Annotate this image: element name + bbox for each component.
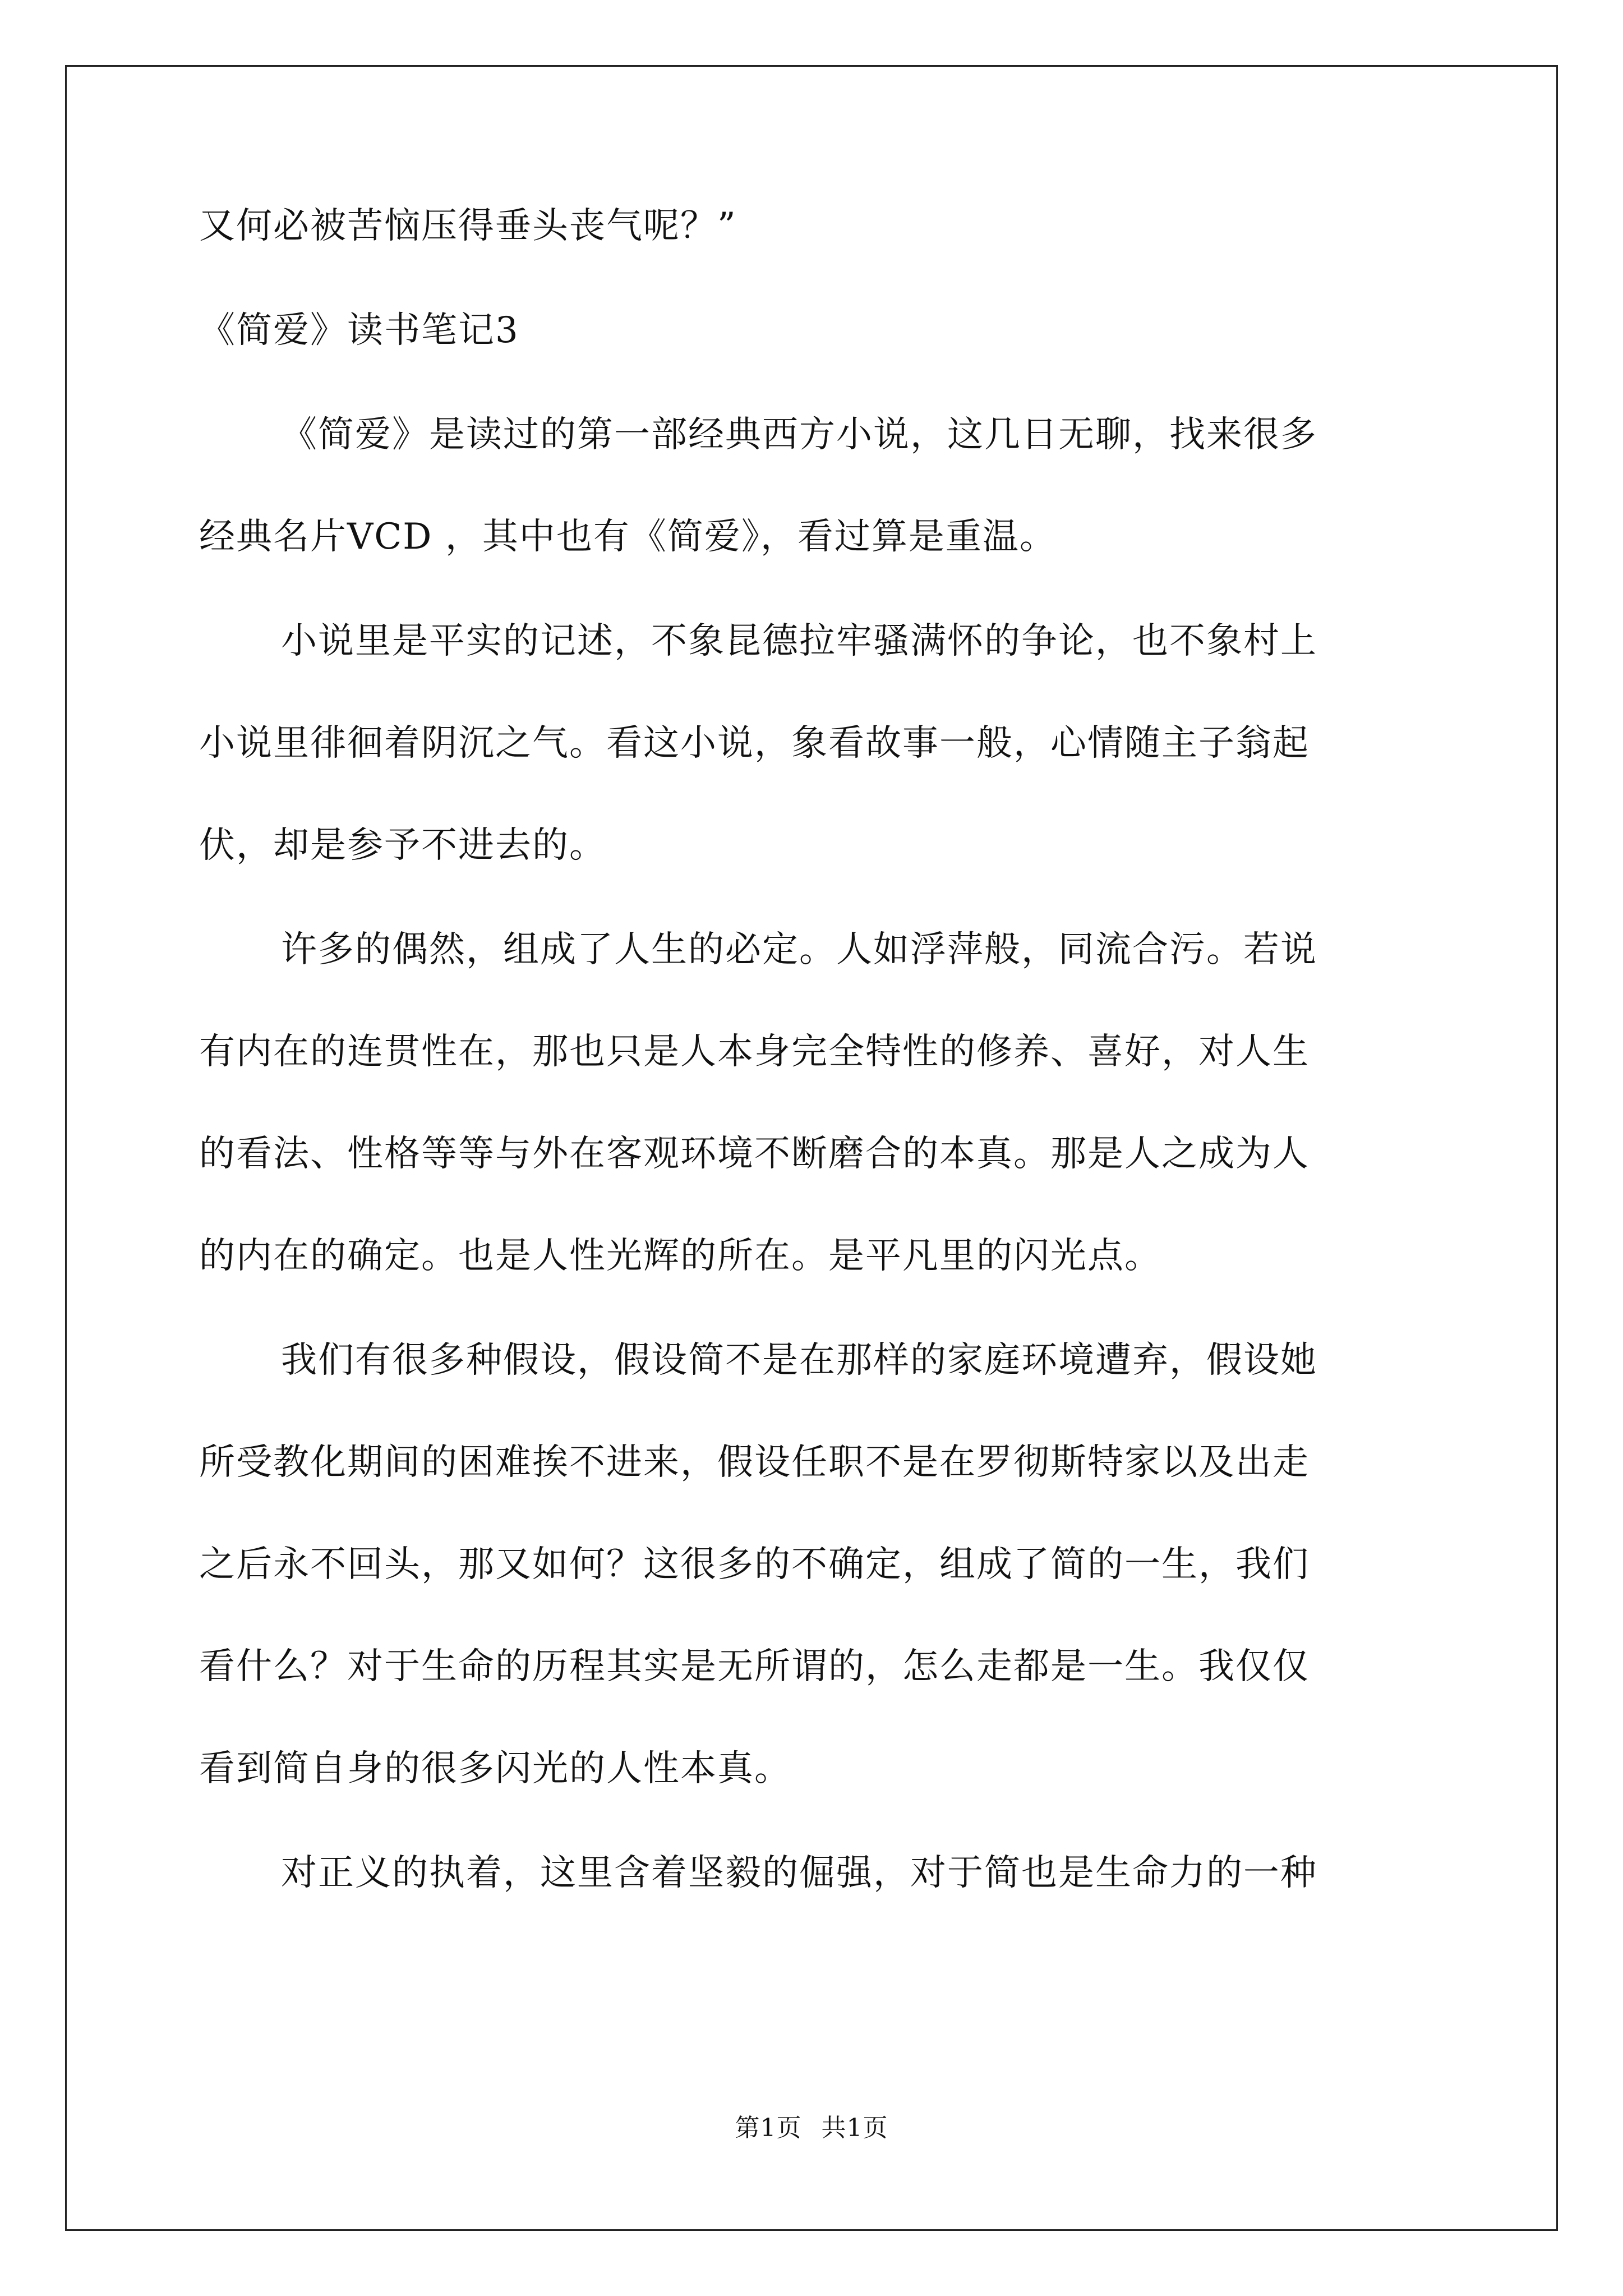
section-heading	[199, 303, 1427, 357]
text-line: 小说里徘徊着阴沉之气。看这小说，象看故事一般，心情随主子翁起	[199, 723, 1310, 764]
text-line: 所受教化期间的困难挨不进来，假设任职不是在罗彻斯特家以及出走	[199, 1442, 1310, 1483]
paragraph	[199, 1333, 1427, 1796]
text-line: 《简爱》是读过的第一部经典西方小说，这几日无聊，找来很多	[281, 414, 1317, 455]
text-line: 的看法、性格等等与外在客观环境不断磨合的本真。那是人之成为人	[199, 1133, 1310, 1175]
text-line: 伏，却是参予不进去的。	[199, 825, 606, 866]
text-line: 的内在的确定。也是人性光辉的所在。是平凡里的闪光点。	[199, 1235, 1161, 1277]
page-total: 共1页	[821, 2114, 888, 2142]
paragraph	[199, 614, 1427, 872]
paragraph	[199, 408, 1427, 564]
paragraph	[199, 923, 1427, 1283]
text-line: 有内在的连贯性在，那也只是人本身完全特性的修养、喜好，对人生	[199, 1031, 1310, 1073]
paragraph-continuation	[199, 199, 1427, 253]
text-line: 对正义的执着，这里含着坚毅的倔强，对于简也是生命力的一种	[281, 1852, 1317, 1894]
text-line: 之后永不回头，那又如何？这很多的不确定，组成了简的一生，我们	[199, 1544, 1310, 1585]
text-line: 我们有很多种假设，假设简不是在那样的家庭环境遭弃，假设她	[281, 1340, 1317, 1381]
text-line: 看什么？对于生命的历程其实是无所谓的，怎么走都是一生。我仅仅	[199, 1646, 1310, 1687]
page-footer	[0, 2111, 1623, 2145]
heading-text: 《简爱》读书笔记3	[199, 310, 519, 351]
text-line: 许多的偶然，组成了人生的必定。人如浮萍般，同流合污。若说	[281, 929, 1317, 970]
text-line: 小说里是平实的记述，不象昆德拉牢骚满怀的争论，也不象村上	[281, 620, 1317, 662]
page-number: 第1页	[735, 2114, 802, 2142]
text-line: 又何必被苦恼压得垂头丧气呢？”	[199, 205, 737, 247]
text-line: 看到简自身的很多闪光的人性本真。	[199, 1748, 791, 1789]
text-line: 经典名片VCD ，其中也有《简爱》，看过算是重温。	[199, 516, 1057, 558]
paragraph	[199, 1846, 1427, 1900]
document-body	[199, 199, 1427, 1950]
